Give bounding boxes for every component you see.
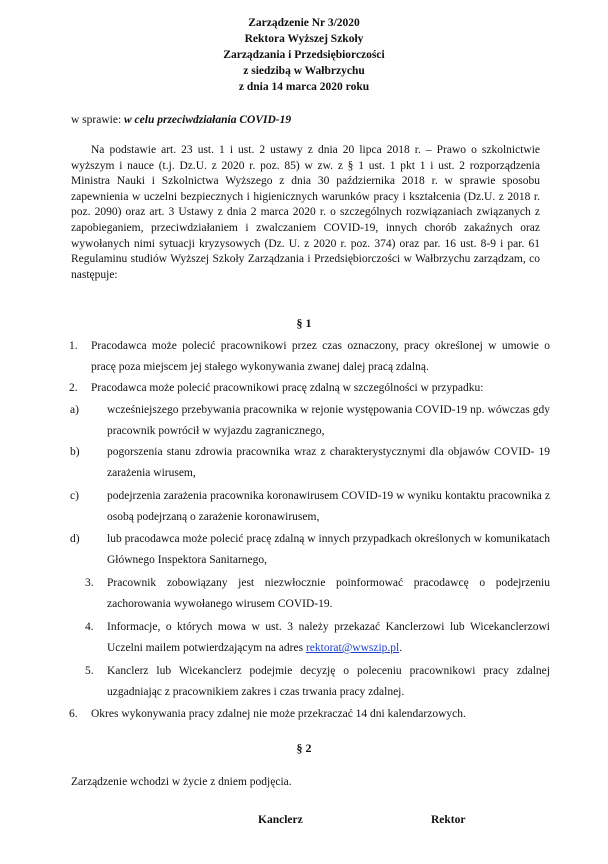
header-line-title: Zarządzenie Nr 3/2020 (248, 17, 360, 29)
email-link[interactable]: rektorat@wwszip.pl (305, 642, 400, 654)
closing-statement: Zarządzenie wchodzi w życie z dniem podjęcia. (71, 776, 292, 788)
list-item-letter: b) (70, 446, 80, 458)
list-item-c (70, 486, 550, 528)
list-item-a (70, 400, 550, 442)
signature-chancellor: Kanclerz (258, 814, 303, 826)
list-item-5 (85, 661, 550, 703)
list-item-number: 4. (85, 621, 94, 633)
list-item-text: wcześniejszego przebywania pracownika w rejonie występowania COVID-19 np. wówczas gdy pracownik powrócił w wyjazdu zagranicznego, (107, 404, 550, 437)
list-item-text: pogorszenia stanu zdrowia pracownika wraz z charakterystycznymi dla objawów COVID- 19 zarażenia wirusem, (107, 446, 550, 479)
list-item-2 (69, 378, 550, 399)
list-item-letter: d) (70, 533, 80, 545)
list-item-number: 5. (85, 665, 94, 677)
list-item-text: Informacje, o których mowa w ust. 3 należy przekazać Kanclerzowi lub Wicekanclerzowi Uczelni mailem potwierdzającym na adres (107, 621, 550, 654)
subject-line (71, 114, 291, 126)
section-1-heading: § 1 (296, 316, 312, 330)
header-line-date: z dnia 14 marca 2020 roku (238, 81, 370, 93)
list-item-suffix: . (399, 642, 403, 654)
list-item-text: Pracodawca może polecić pracownikowi pracę zdalną w szczególności w przypadku: (91, 382, 484, 394)
list-item-text: lub pracodawca może polecić pracę zdalną w innych przypadkach określonych w komunikatach Głównego Inspektora Sanitarnego, (107, 533, 550, 566)
list-item-number: 3. (85, 577, 94, 589)
list-item-text: Kanclerz lub Wicekanclerz podejmie decyzję o poleceniu pracownikowi pracy zdalnej uzgadniając z pracownikiem zakres i czas trwania pracy zdalnej. (107, 665, 550, 698)
list-item-text: Okres wykonywania pracy zdalnej nie może przekraczać 14 dni kalendarzowych. (91, 708, 466, 720)
subject-prefix: w sprawie: (71, 114, 122, 126)
list-item-letter: a) (70, 404, 79, 416)
document-header (0, 15, 608, 95)
list-item-text: Pracodawca może polecić pracownikowi przez czas oznaczony, pracy określonej w umowie o pracę poza miejscem jej stałego wykonywania zwanej dalej pracą zdalną. (91, 340, 550, 373)
list-item-3 (85, 573, 550, 615)
list-item-number: 2. (69, 382, 78, 394)
list-item-4 (85, 617, 550, 659)
list-item-text: podejrzenia zarażenia pracownika koronawirusem COVID-19 w wyniku kontaktu pracownika z osobą podejrzaną o zarażenie koronawirusem, (107, 490, 550, 523)
list-item-text: Pracownik zobowiązany jest niezwłocznie poinformować pracodawcę o podejrzeniu zachorowania wywołanego wirusem COVID-19. (107, 577, 550, 610)
header-line-school: Zarządzania i Przedsiębiorczości (223, 49, 385, 61)
header-line-rector: Rektora Wyższej Szkoły (244, 33, 364, 45)
list-item-number: 6. (69, 708, 78, 720)
list-item-d (70, 529, 550, 571)
section-2-heading: § 2 (296, 741, 312, 755)
signature-rector: Rektor (431, 814, 466, 826)
list-item-1 (69, 336, 550, 378)
list-item-6 (69, 704, 550, 725)
list-item-number: 1. (69, 340, 78, 352)
header-line-seat: z siedzibą w Wałbrzychu (243, 65, 365, 77)
list-item-letter: c) (70, 490, 79, 502)
subject-title: w celu przeciwdziałania COVID-19 (124, 114, 292, 126)
legal-basis-paragraph: Na podstawie art. 23 ust. 1 i ust. 2 ustawy z dnia 20 lipca 2018 r. – Prawo o szkolnictwie wyższym i nauce (t.j. Dz.U. z 2020 r. poz. 85) w zw. z § 1 ust. 1 pkt 1 i ust. 2 rozporządzenia Ministra Nauki i Szkolnictwa Wyższego z dnia 30 października 2018 r. w sprawie sposobu zapewnienia w uczelni bezpiecznych i higienicznych warunków pracy i kształcenia (Dz.U. z 2018 r. poz. 2090) oraz art. 3 Ustawy z dnia 2 marca 2020 r. o szczególnych rozwiązaniach związanych z zapobieganiem, przeciwdziałaniem i zwalczaniem COVID-19, innych chorób zakaźnych oraz wywołanych nimi sytuacji kryzysowych (Dz. U. z 2020 r. poz. 374) oraz par. 16 ust. 8-9 i par. 61 Regulaminu studiów Wyższej Szkoły Zarządzania i Przedsiębiorczości w Wałbrzychu zarządzam, co następuje: (71, 144, 540, 281)
list-item-b (70, 442, 550, 484)
